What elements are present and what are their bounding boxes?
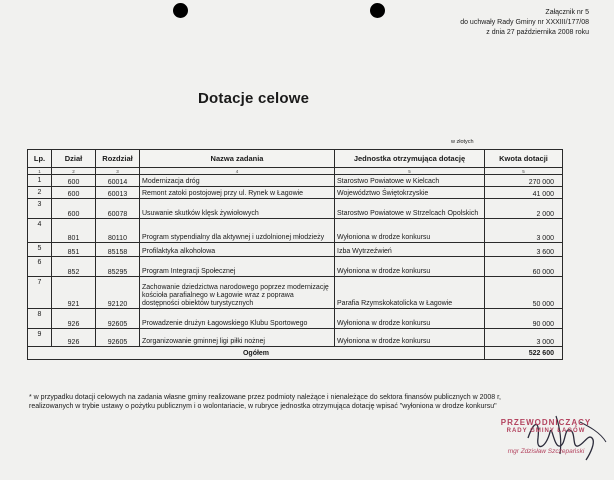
header-nazwa: Nazwa zadania	[140, 150, 335, 168]
cell-rozdzial: 60013	[96, 187, 140, 199]
page-title: Dotacje celowe	[198, 90, 310, 107]
cell-dzial: 926	[52, 309, 96, 329]
resolution-date: z dnia 27 października 2008 roku	[486, 29, 589, 36]
column-number: 5	[335, 168, 485, 175]
cell-kwota: 41 000	[485, 187, 563, 199]
cell-lp: 3	[28, 199, 52, 219]
header-rozdzial: Rozdział	[96, 150, 140, 168]
cell-jednostka: Wyłoniona w drodze konkursu	[335, 329, 485, 347]
table-header-row	[28, 150, 563, 168]
column-number: 5	[485, 168, 563, 175]
cell-kwota: 50 000	[485, 277, 563, 309]
annex-header	[460, 8, 589, 38]
cell-kwota: 3 600	[485, 243, 563, 257]
grants-table	[27, 149, 563, 360]
total-label: Ogółem	[28, 347, 485, 360]
cell-kwota: 2 000	[485, 199, 563, 219]
table-row	[28, 329, 563, 347]
column-number: 3	[96, 168, 140, 175]
cell-kwota: 3 000	[485, 329, 563, 347]
cell-jednostka: Wyłoniona w drodze konkursu	[335, 257, 485, 277]
cell-rozdzial: 85158	[96, 243, 140, 257]
table-row	[28, 277, 563, 309]
cell-lp: 8	[28, 309, 52, 329]
cell-rozdzial: 92605	[96, 309, 140, 329]
cell-nazwa-zadania: Program stypendialny dla aktywnej i uzdolnionej młodzieży	[140, 219, 335, 243]
cell-jednostka: Izba Wytrzeźwień	[335, 243, 485, 257]
cell-rozdzial: 92120	[96, 277, 140, 309]
column-number: 2	[52, 168, 96, 175]
cell-rozdzial: 80110	[96, 219, 140, 243]
table-row	[28, 199, 563, 219]
cell-nazwa-zadania: Modernizacja dróg	[140, 175, 335, 187]
column-number: 4	[140, 168, 335, 175]
table-row	[28, 175, 563, 187]
cell-dzial: 600	[52, 175, 96, 187]
cell-rozdzial: 85295	[96, 257, 140, 277]
cell-nazwa-zadania: Zorganizowanie gminnej ligi piłki nożnej	[140, 329, 335, 347]
cell-dzial: 926	[52, 329, 96, 347]
cell-rozdzial: 60014	[96, 175, 140, 187]
cell-lp: 2	[28, 187, 52, 199]
cell-lp: 5	[28, 243, 52, 257]
column-number: 1	[28, 168, 52, 175]
cell-jednostka: Wyłoniona w drodze konkursu	[335, 219, 485, 243]
cell-dzial: 851	[52, 243, 96, 257]
cell-kwota: 90 000	[485, 309, 563, 329]
column-number-row	[28, 168, 563, 175]
unit-note: w złotych	[451, 139, 474, 145]
cell-nazwa-zadania: Program Integracji Społecznej	[140, 257, 335, 277]
cell-nazwa-zadania: Usuwanie skutków klęsk żywiołowych	[140, 199, 335, 219]
footnote: * w przypadku dotacji celowych na zadania własne gminy realizowane przez podmioty należące i nienależące do sektora finansów publicznych w 2008 r, realizowanych w trybie ustawy o pożytku publicznym i o wolontariacie, w rubryce jednostka otrzymująca dotację wpisać "wyłoniona w drodze konkursu"	[29, 394, 501, 410]
cell-nazwa-zadania: Remont zatoki postojowej przy ul. Rynek w Łagowie	[140, 187, 335, 199]
cell-kwota: 60 000	[485, 257, 563, 277]
cell-jednostka: Starostwo Powiatowe w Strzelcach Opolskich	[335, 199, 485, 219]
cell-lp: 1	[28, 175, 52, 187]
cell-dzial: 801	[52, 219, 96, 243]
table-row	[28, 187, 563, 199]
annex-number: Załącznik nr 5	[545, 9, 589, 16]
header-jednostka: Jednostka otrzymująca dotację	[335, 150, 485, 168]
cell-nazwa-zadania: Prowadzenie drużyn Łagowskiego Klubu Sportowego	[140, 309, 335, 329]
cell-jednostka: Starostwo Powiatowe w Kielcach	[335, 175, 485, 187]
cell-dzial: 852	[52, 257, 96, 277]
punch-hole-left	[173, 3, 188, 18]
cell-dzial: 600	[52, 199, 96, 219]
header-lp: Lp.	[28, 150, 52, 168]
table-row	[28, 243, 563, 257]
cell-lp: 4	[28, 219, 52, 243]
stamp-name: mgr Zdzisław Szczepański	[507, 448, 585, 455]
cell-lp: 7	[28, 277, 52, 309]
cell-kwota: 270 000	[485, 175, 563, 187]
cell-lp: 9	[28, 329, 52, 347]
stamp-council: RADY GMINY ŁAGÓW	[506, 428, 586, 434]
header-kwota: Kwota dotacji	[485, 150, 563, 168]
cell-jednostka: Województwo Świętokrzyskie	[335, 187, 485, 199]
cell-dzial: 600	[52, 187, 96, 199]
official-stamp	[476, 418, 614, 455]
header-dzial: Dział	[52, 150, 96, 168]
total-value: 522 600	[485, 347, 563, 360]
cell-rozdzial: 60078	[96, 199, 140, 219]
table-row	[28, 219, 563, 243]
resolution-reference: do uchwały Rady Gminy nr XXXIII/177/08	[460, 19, 589, 26]
total-row	[28, 347, 563, 360]
stamp-title: PRZEWODNICZĄCY	[500, 418, 592, 427]
cell-nazwa-zadania: Zachowanie dziedzictwa narodowego poprzez modernizację kościoła parafialnego w Łagowie wraz z poprawa dostępności obiektów turystycznych	[140, 277, 335, 309]
cell-rozdzial: 92605	[96, 329, 140, 347]
punch-hole-right	[370, 3, 385, 18]
cell-kwota: 3 000	[485, 219, 563, 243]
cell-jednostka: Wyłoniona w drodze konkursu	[335, 309, 485, 329]
cell-nazwa-zadania: Profilaktyka alkoholowa	[140, 243, 335, 257]
table-row	[28, 309, 563, 329]
cell-dzial: 921	[52, 277, 96, 309]
cell-jednostka: Parafia Rzymskokatolicka w Łagowie	[335, 277, 485, 309]
table-row	[28, 257, 563, 277]
cell-lp: 6	[28, 257, 52, 277]
